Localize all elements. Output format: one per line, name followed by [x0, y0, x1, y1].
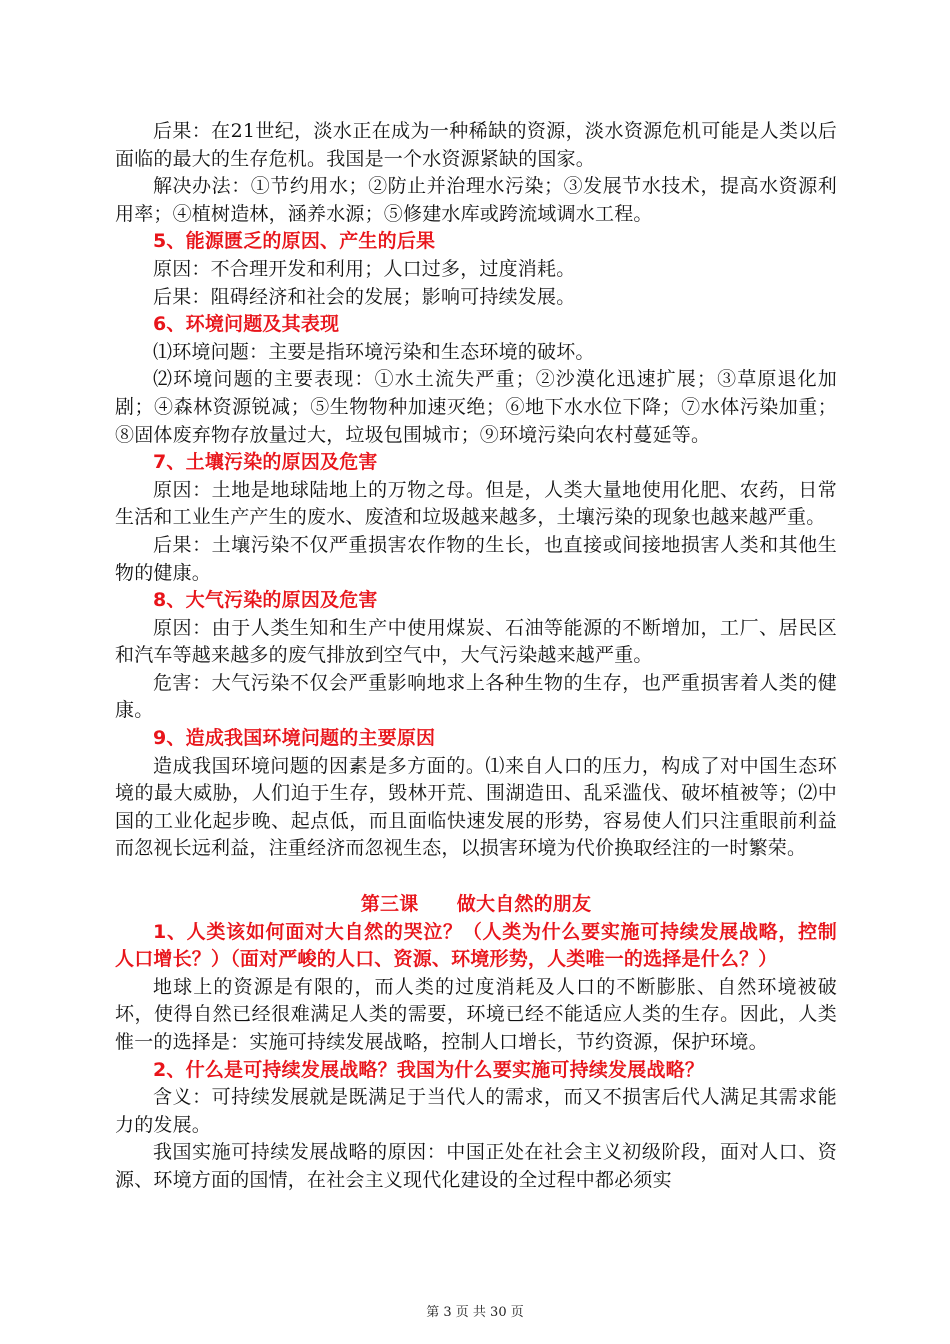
heading-sustainable-strategy: 2、什么是可持续发展战略？我国为什么要实施可持续发展战略？: [153, 1058, 705, 1081]
paragraph-energy-consequence: 后果：阻碍经济和社会的发展；影响可持续发展。: [153, 285, 576, 308]
paragraph-environment-manifestations: ⑵环境问题的主要表现：①水土流失严重；②沙漠化迅速扩展；③草原退化加剧；④森林资源锐减；⑤生物物种加速灭绝；⑥地下水水位下降；⑦水体污染加重；⑧固体废弃物存放量过大，垃圾包围城市；⑨环境污染向农村蔓延等。: [115, 368, 837, 446]
document-body: [115, 118, 837, 1195]
paragraph-face-nature: 地球上的资源是有限的，而人类的过度消耗及人口的不断膨胀、自然环境被破坏，使得自然已经很难满足人类的需要，环境已经不能适应人类的生存。因此，人类惟一的选择是：实施可持续发展战略，控制人口增长，节约资源，保护环境。: [115, 975, 837, 1053]
heading-environment-problems: 6、环境问题及其表现: [153, 313, 340, 336]
heading-air-pollution: 8、大气污染的原因及危害: [153, 589, 378, 612]
paragraph-sustainable-definition: 含义：可持续发展就是既满足于当代人的需求，而又不损害后代人满足其需求能力的发展。: [115, 1086, 837, 1136]
paragraph-freshwater-solutions: 解决办法：①节约用水；②防止并治理水污染；③发展节水技术，提高水资源利用率；④植树造林，涵养水源；⑤修建水库或跨流域调水工程。: [115, 175, 837, 225]
heading-china-causes: 9、造成我国环境问题的主要原因: [153, 727, 436, 750]
paragraph-soil-consequence: 后果：土壤污染不仅严重损害农作物的生长，也直接或间接地损害人类和其他生物的健康。: [115, 533, 837, 584]
paragraph-sustainable-reason: 我国实施可持续发展战略的原因：中国正处在社会主义初级阶段，面对人口、资源、环境方面的国情，在社会主义现代化建设的全过程中都必须实: [115, 1141, 837, 1191]
paragraph-air-harm: 危害：大气污染不仅会严重影响地求上各种生物的生存，也严重损害着人类的健康。: [115, 671, 837, 722]
paragraph-freshwater-consequence: 后果：在21世纪，淡水正在成为一种稀缺的资源，淡水资源危机可能是人类以后面临的最大的生存危机。我国是一个水资源紧缺的国家。: [115, 120, 837, 170]
paragraph-environment-definition: ⑴环境问题：主要是指环境污染和生态环境的破坏。: [153, 340, 595, 363]
paragraph-soil-cause: 原因：土地是地球陆地上的万物之母。但是，人类大量地使用化肥、农药，日常生活和工业生产产生的废水、废渣和垃圾越来越多，土壤污染的现象也越来越严重。: [115, 478, 837, 529]
heading-soil-pollution: 7、土壤污染的原因及危害: [153, 451, 378, 474]
page-footer: 第 3 页 共 30 页: [426, 1305, 524, 1320]
heading-face-nature: 1、人类该如何面对大自然的哭泣？（人类为什么要实施可持续发展战略，控制人口增长？）（面对严峻的人口、资源、环境形势，人类唯一的选择是什么？）: [115, 920, 837, 971]
paragraph-energy-cause: 原因：不合理开发和利用；人口过多，过度消耗。: [153, 257, 576, 280]
paragraph-china-causes: 造成我国环境问题的因素是多方面的。⑴来自人口的压力，构成了对中国生态环境的最大威胁，人们迫于生存，毁林开荒、围湖造田、乱采滥伐、破坏植被等；⑵中国的工业化起步晚、起点低，而且面临快速发展的形势，容易使人们只注重眼前利益而忽视长远利益，注重经济而忽视生态，以损害环境为代价换取经注的一时繁荣。: [115, 754, 837, 860]
paragraph-air-cause: 原因：由于人类生知和生产中使用煤炭、石油等能源的不断增加，工厂、居民区和汽车等越来越多的废气排放到空气中，大气污染越来越严重。: [115, 616, 837, 667]
chapter-title: 第三课 做大自然的朋友: [360, 893, 592, 916]
heading-energy-shortage: 5、能源匮乏的原因、产生的后果: [153, 230, 436, 253]
